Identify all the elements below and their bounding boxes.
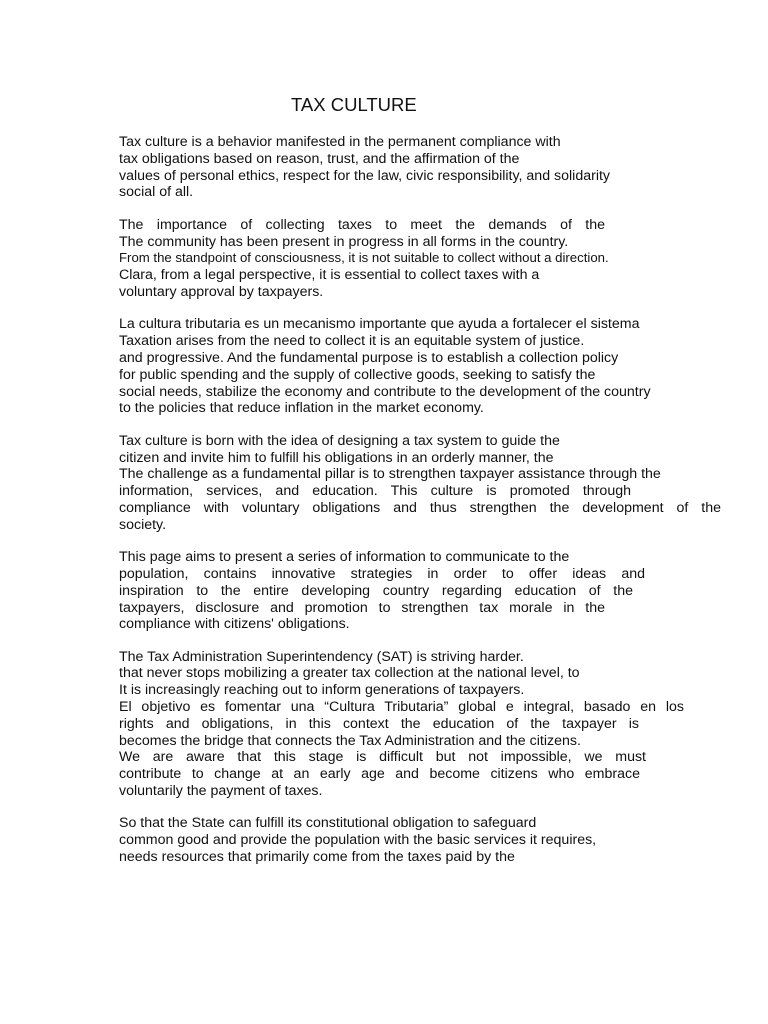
text-line: common good and provide the population with the basic services it requires, (119, 832, 597, 849)
text-line: So that the State can fulfill its constitutional obligation to safeguard (119, 815, 537, 832)
text-line: Tax culture is born with the idea of designing a tax system to guide the (119, 432, 560, 449)
text-line: voluntarily the payment of taxes. (119, 783, 323, 800)
text-line: information, services, and education. This culture is promoted through (119, 483, 631, 500)
paragraph-2 (119, 217, 721, 301)
text-line: compliance with voluntary obligations and thus strengthen the development of the (119, 499, 721, 516)
paragraph-6 (119, 649, 721, 800)
text-line: Clara, from a legal perspective, it is essential to collect taxes with a (119, 267, 540, 284)
paragraph-1 (119, 134, 721, 201)
paragraph-3 (119, 316, 721, 417)
text-line: From the standpoint of consciousness, it is not suitable to collect without a direction. (119, 250, 609, 266)
document-body (119, 134, 721, 881)
text-line: The community has been present in progress in all forms in the country. (119, 233, 569, 250)
text-line: that never stops mobilizing a greater tax collection at the national level, to (119, 665, 580, 682)
text-line: The importance of collecting taxes to meet the demands of the (119, 216, 605, 233)
text-line: inspiration to the entire developing country regarding education of the (119, 582, 633, 599)
text-line: voluntary approval by taxpayers. (119, 283, 324, 300)
text-line: Taxation arises from the need to collect it is an equitable system of justice. (119, 333, 585, 350)
text-line: tax obligations based on reason, trust, and the affirmation of the (119, 150, 520, 167)
paragraph-5 (119, 549, 721, 633)
text-line: Tax culture is a behavior manifested in the permanent compliance with (119, 134, 561, 150)
text-line: and progressive. And the fundamental purpose is to establish a collection policy (119, 349, 619, 366)
text-line: social of all. (119, 184, 194, 201)
text-line: We are aware that this stage is difficult but not impossible, we must (119, 749, 646, 766)
text-line: contribute to change at an early age and become citizens who embrace (119, 766, 640, 783)
text-line: The Tax Administration Superintendency (SAT) is striving harder. (119, 648, 524, 665)
text-line: becomes the bridge that connects the Tax Administration and the citizens. (119, 732, 581, 749)
text-line: This page aims to present a series of information to communicate to the (119, 549, 570, 566)
paragraph-7 (119, 815, 721, 865)
text-line: society. (119, 516, 167, 533)
text-line: needs resources that primarily come from the taxes paid by the (119, 849, 515, 866)
text-line: values of personal ethics, respect for the law, civic responsibility, and solidarity (119, 167, 611, 184)
text-line: El objetivo es fomentar una “Cultura Tributaria” global e integral, basado en los (119, 699, 684, 716)
text-line: taxpayers, disclosure and promotion to strengthen tax morale in the (119, 599, 605, 616)
text-line: population, contains innovative strategies in order to offer ideas and (119, 565, 645, 582)
text-line: It is increasingly reaching out to inform generations of taxpayers. (119, 682, 525, 699)
text-line: rights and obligations, in this context the education of the taxpayer is (119, 715, 639, 732)
text-line: social needs, stabilize the economy and contribute to the development of the country (119, 383, 651, 400)
text-line: compliance with citizens' obligations. (119, 616, 350, 633)
document-title: TAX CULTURE (291, 94, 417, 115)
text-line: The challenge as a fundamental pillar is to strengthen taxpayer assistance through the (119, 466, 661, 483)
text-line: citizen and invite him to fulfill his obligations in an orderly manner, the (119, 449, 554, 466)
text-line: to the policies that reduce inflation in the market economy. (119, 400, 484, 417)
paragraph-4 (119, 433, 721, 534)
text-line: La cultura tributaria es un mecanismo importante que ayuda a fortalecer el sistema (119, 316, 640, 333)
text-line: for public spending and the supply of collective goods, seeking to satisfy the (119, 366, 596, 383)
